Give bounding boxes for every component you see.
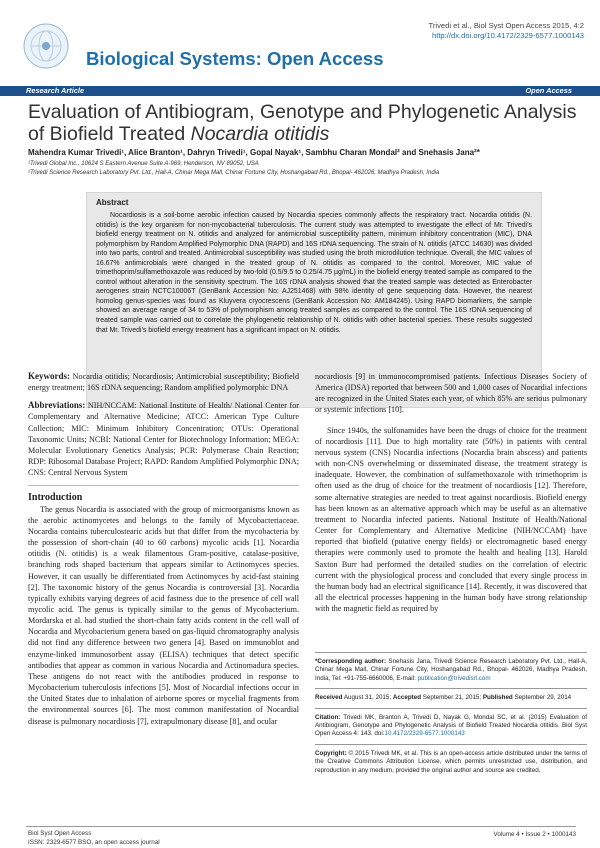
introduction-paragraph-3: Since 1940s, the sulfonamides have been the drugs of choice for the treatment of nocardiosis [11]. Due to high mortality rate (50%) in patients with central nervous system (CNS) Nocardia infections (Nocardia brain abscess) and patients with non-CNS overwhelming or disseminated disease, the treatment strategy is inadequate. However, the combination of sulfamethoxazole with trimethoprim is often used as the drug of choice for the treatment of nocardiosis [12]. Therefore, some alternative strategies are needed to treat against nocardiosis. Biofield energy has been known as an alternative approach which may be useful as an alternative treatment to Nocardia infected patients. National Institute of Health/National Center for Complementary and Alternative Medicine (NIH/NCCAM) have reported that biofield (putative energy fields) or electromagnetic based energy therapies were commonly used to promote the health and healing [13]. Harold Saxton Burr had performed the detailed studies on the correlation of electric current with the physiological process and concluded that every single process in the human body had an electrical significance [14]. Recently, it was discovered that all the electrical processes happening in the human body have strong relationship with the magnetic field as required by bbox=[315, 425, 587, 614]
dates: Received August 31, 2015; Accepted September 21, 2015; Published September 29, 2014 bbox=[315, 694, 572, 702]
journal-title: Biological Systems: Open Access bbox=[86, 48, 384, 69]
keywords-label: Keywords: bbox=[28, 371, 70, 381]
citation-header bbox=[429, 21, 584, 41]
abbreviations-text: NIH/NCCAM: National Institute of Health/ National Center for Complementary and Alternative Medicine; ATCC: American Type Culture Collection; MIC: Minimum Inhibitory Concentration; OTUs: Operational Taxonomic Units; NCBI: National Center for Biotechnology Information; MEGA: Molecular Evolutionary Genetics Analysis; PCR: Polymerase Chain Reaction; RDP: Ribosomal Database Project; RAPD: Random Amplified Polymorphic DNA; CNS: Central Nervous System bbox=[28, 401, 299, 478]
copyright: Copyright: © 2015 Trivedi MK, et al. This is an open-access article distributed under the terms of the Creative Commons Attribution License, which permits unrestricted use, distribution, and reproduction in any medium, provided the original author and source are credited. bbox=[315, 749, 587, 774]
keywords bbox=[28, 371, 299, 393]
abstract-text: Nocardiosis is a soil-borne aerobic infection caused by Nocardia species commonly affects the respiratory tract. Nocardia otitidis (N. otitidis) is the key organism for non-mycobacterial tuberculosis. The current study was attempted to investigate the effect of Mr. Trivedi’s biofield energy treatment on N. otitidis and analyzed for antimicrobial susceptibility pattern, minimum inhibitory concentration (MIC), DNA polymorphism by Random Amplified Polymorphic DNA (RAPD) and 16S rDNA sequencing. The strain of N. otitidis (ATCC 14630) was divided into two parts, control and treated. Antimicrobial susceptibility was studied using the broth microdilution technique. Overall, the MIC values of 16.67% antimicrobials were changed in the treated group of N. otitidis as compared to the control. Moreover, MIC value of trimethoprim/sulfamethoxazole was reduced by two-fold (0.5/9.5 to 0.25/4.75 µg/mL) in the biofield energy treated sample as compared to the control without alteration in the sensitivity spectrum. The 16S rDNA analysis showed that the treated sample was detected as Enterobacter aerogenes strain NCTC10006T (GenBank Accession No: AJ251468) with 98% identity of gene sequencing data. However, the nearest homolog genus-species was found as Kluyvera cryocrescens (GenBank Accession No: AM184245). Using RAPD biomarkers, the sample showed an average range of 34 to 53% of polymorphism among treated samples as compared to the control. The 16S rDNA sequencing of treated sample was carried out to correlate the phylogenetic relationship of N. otitidis with other bacterial species. These results suggested that Mr. Trivedi’s biofield energy treatment has a significant impact on N. otitidis. bbox=[96, 212, 532, 334]
right-column bbox=[315, 371, 587, 614]
footer-divider bbox=[26, 826, 576, 827]
introduction-paragraph-2: nocardiosis [9] in immunocompromised patients. Infectious Diseases Society of America (IDSA) reported that between 500 and 1,000 cases of Nocardial infections are recognized in the United States each year, of which 85% are serious pulmonary or systemic infections [10]. bbox=[315, 372, 587, 415]
abbreviations bbox=[28, 400, 299, 478]
article-title: Evaluation of Antibiogram, Genotype and Phylogenetic Analysis of Biofield Treated Nocardia otitidis bbox=[28, 101, 577, 145]
affiliation-2: ²Trivedi Science Research Laboratory Pvt. Ltd., Hall-A, Chinar Mega Mall, Chinar Fortune City, Hoshangabad Rd., Bhopal- 462026, Madhya Pradesh, India bbox=[28, 170, 440, 176]
footer-journal: Biol Syst Open Access ISSN: 2329-6577 BSO, an open access journal bbox=[28, 830, 160, 846]
corresponding-author: *Corresponding author: Snehasis Jana, Trivedi Science Research Laboratory Pvt. Ltd., Hall-A, Chinar Mega Mall, Chinar Fortune City, Hoshangabad Rd., Bhopal- 462026, Madhya Pradesh, India, Tel: +91-755-6660006, E-mail: publication@trivedisrl.com bbox=[315, 658, 587, 682]
email-link[interactable]: publication@trivedisrl.com bbox=[417, 674, 491, 682]
title-species: Nocardia otitidis bbox=[190, 123, 330, 145]
article-type-bar bbox=[0, 86, 600, 96]
open-access-label: Open Access bbox=[525, 86, 572, 95]
left-column bbox=[28, 371, 299, 727]
doi-link[interactable]: http://dx.doi.org/10.4172/2329-6577.1000143 bbox=[431, 31, 584, 40]
journal-logo-icon bbox=[22, 22, 70, 70]
abstract-heading: Abstract bbox=[96, 198, 129, 207]
citation-doi-link[interactable]: 10.4172/2329-6577.1000143 bbox=[384, 730, 465, 738]
abbreviations-label: Abbreviations: bbox=[28, 400, 86, 411]
article-type-label: Research Article bbox=[26, 86, 85, 95]
divider bbox=[315, 744, 587, 745]
divider bbox=[315, 688, 587, 689]
footer-volume: Volume 4 • Issue 2 • 1000143 bbox=[493, 831, 576, 838]
affiliations bbox=[28, 160, 439, 178]
divider bbox=[315, 708, 587, 709]
divider bbox=[315, 652, 587, 653]
citation: Citation: Trivedi MK, Branton A, Trivedi D, Nayak G, Mondal SC, et al. (2015) Evaluation of Antibiogram, Genotype and Phylogenetic Analysis of Biofield Treated Nocardia otitidis. Biol Syst Open Access 4: 143. doi:10.4172/2329-6577.1000143 bbox=[315, 713, 587, 738]
introduction-paragraph-1: The genus Nocardia is associated with the group of microorganisms known as the aerobic actinomycetes and belongs to the family of Mycobacteriaceae. Nocardia contains tuberculostearic acids but that differ from the mycobacteria by the possession of short-chain (40 to 60 carbons) mycolic acids [1]. Nocardia otitidis (N. otitidis) is a weak filamentous Gram-positive, catalase-positive, branching rods shaped bacterium that appears similar to Actinomyces species. However, it can usually be differentiated from Actinomyces by acid-fast staining [2]. The taxonomic history of the genus Nocardia is controversial [3]. Nocardia typically exhibits varying degrees of acid fastness due to the presence of cell wall mycolic acid. The genus is typically similar to the genus of Mycobacterium. Mordarska et al. had studied the short-chain fatty acids content in the cell wall of Nocardia and Mycobacterium genera based on gas-liquid chromatography analysis did not find any difference between two genera [4]. Based on immunoblot and enzyme-linked immunosorbent assay (ELISA) techniques that detect specific antibodies that appear as common in various Nocardia and Actinomadura species. These antigens do not react with the antibodies produced in response to Mycobacterium tuberculosis infections [5]. Most of Nocardial infections occur in the United States due to inhalation of airborne spores or mycelial fragments from the environmental sources [6]. The most common manifestation of Nocardial disease is pulmonary nocardiosis [7], extrapulmonary disease [8], and ocular bbox=[28, 504, 299, 726]
divider bbox=[28, 485, 299, 486]
correspondence-block bbox=[315, 652, 587, 780]
introduction-heading: Introduction bbox=[28, 492, 83, 504]
keywords-text: Nocardia otitidis; Nocardiosis; Antimicrobial susceptibility; Biofield energy treatment; 16S rDNA sequencing; Random amplified polymorphic DNA bbox=[28, 372, 300, 393]
citation-line: Trivedi et al., Biol Syst Open Access 2015, 4:2 bbox=[428, 21, 584, 30]
author-list: Mahendra Kumar Trivedi¹, Alice Branton¹, Dahryn Trivedi¹, Gopal Nayak¹, Sambhu Charan Mondal² and Snehasis Jana²* bbox=[28, 148, 480, 157]
affiliation-1: ¹Trivedi Global Inc., 10624 S Eastern Avenue Suite A-969, Henderson, NV 89052, USA bbox=[28, 161, 259, 167]
